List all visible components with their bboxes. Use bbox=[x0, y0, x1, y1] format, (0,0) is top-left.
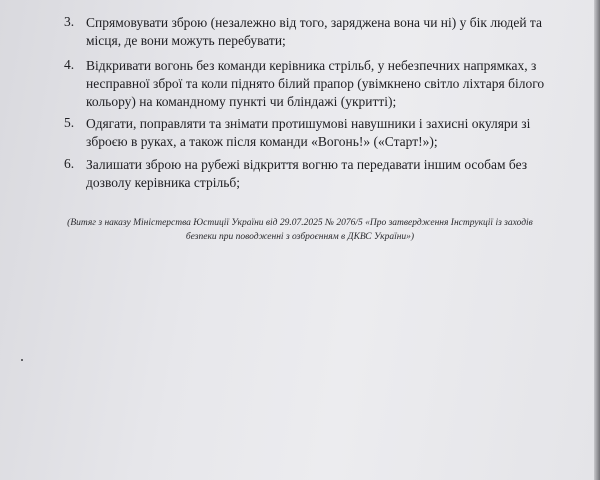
item-text bbox=[86, 14, 561, 50]
item-line: Одягати, поправляти та знімати протишумові навушники і захисні окуляри зі bbox=[86, 116, 531, 131]
item-line: зброєю в руках, а також після команди «Вогонь!» («Старт!»); bbox=[86, 134, 438, 149]
item-line: дозволу керівника стрільб; bbox=[86, 175, 240, 190]
item-number: 4. bbox=[64, 57, 75, 72]
item-number: 6. bbox=[64, 156, 75, 171]
item-number: 3. bbox=[64, 14, 75, 29]
item-text bbox=[86, 115, 561, 151]
page-edge-shadow bbox=[594, 0, 600, 480]
item-text bbox=[86, 156, 561, 192]
item-text bbox=[86, 57, 561, 111]
item-line: місця, де вони можуть перебувати; bbox=[86, 33, 286, 48]
item-number: 5. bbox=[64, 115, 75, 130]
source-citation bbox=[40, 216, 560, 244]
citation-line: безпеки при поводженні з озброєнням в ДКВС України») bbox=[185, 232, 415, 242]
item-line: несправної зброї та коли піднято білий прапор (увімкнено світло ліхтаря білого bbox=[86, 76, 545, 91]
citation-line: (Витяг з наказу Міністерства Юстиції України від 29.07.2025 № 2076/5 «Про затвердження Інструкції із заходів bbox=[67, 218, 533, 228]
item-line: Відкривати вогонь без команди керівника стрільб, у небезпечних напрямках, з bbox=[86, 58, 537, 73]
item-line: Залишати зброю на рубежі відкриття вогню та передавати іншим особам без bbox=[86, 157, 528, 172]
item-line: кольору) на командному пункті чи бліндажі (укритті); bbox=[86, 94, 397, 109]
paper-speck bbox=[21, 359, 23, 361]
item-line: Спрямовувати зброю (незалежно від того, заряджена вона чи ні) у бік людей та bbox=[86, 15, 542, 30]
